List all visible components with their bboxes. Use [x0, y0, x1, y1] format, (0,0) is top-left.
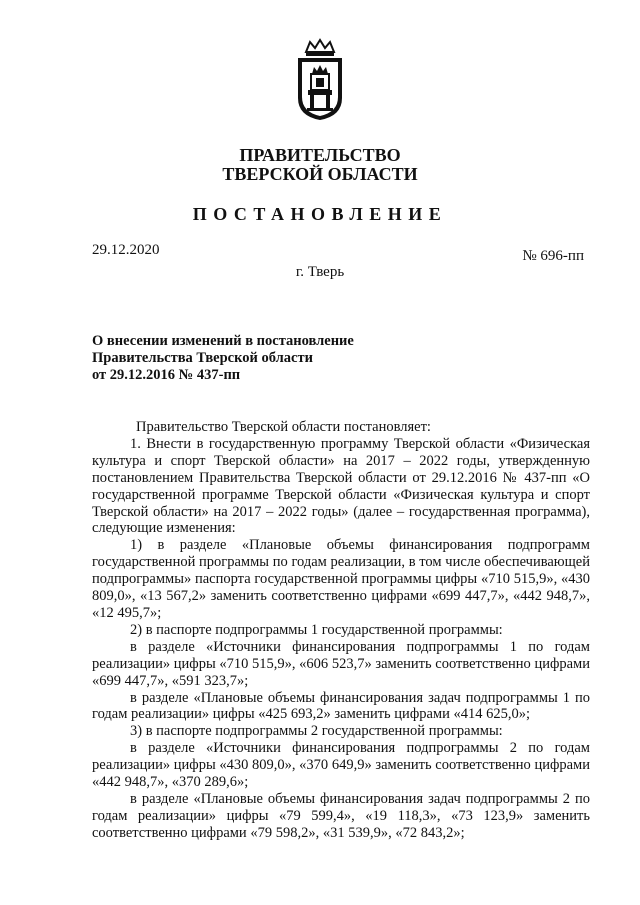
subject-line-1: О внесении изменений в постановление: [92, 333, 354, 349]
body-paragraph: 2) в паспорте подпрограммы 1 государственной программы:: [130, 621, 503, 638]
government-name-line-2: ТВЕРСКОЙ ОБЛАСТИ: [222, 164, 418, 184]
body-paragraph: в разделе «Источники финансирования подпрограммы 1 по годам реализации» цифры «710 515,9», «606 523,7» заменить соответственно цифрами «699 447,7», «591 323,7»;: [92, 638, 590, 689]
body-paragraph: в разделе «Плановые объемы финансирования задач подпрограммы 1 по годам реализации» цифры «425 693,2» заменить цифрами «414 625,0»;: [92, 689, 590, 723]
document-body: [92, 419, 590, 842]
document-number: № 696-пп: [522, 248, 584, 264]
government-name-line-1: ПРАВИТЕЛЬСТВО: [239, 145, 401, 165]
tver-coat-of-arms-icon: [294, 38, 346, 122]
document-date: 29.12.2020: [92, 242, 160, 258]
document-type: ПОСТАНОВЛЕНИЕ: [192, 204, 448, 224]
subject-line-2: Правительства Тверской области: [92, 350, 313, 366]
body-paragraph: 3) в паспорте подпрограммы 2 государственной программы:: [130, 723, 503, 740]
document-city: г. Тверь: [295, 264, 345, 280]
document-subject: [92, 333, 354, 384]
body-paragraph: в разделе «Источники финансирования подпрограммы 2 по годам реализации» цифры «430 809,0», «370 649,9» заменить соответственно цифрами «442 948,7», «370 289,6»;: [92, 740, 590, 791]
body-paragraph: Правительство Тверской области постановляет:: [136, 419, 431, 435]
body-paragraph: 1) в разделе «Плановые объемы финансирования подпрограмм государственной программы по годам реализации, в том числе обеспечивающей подпрограммы» паспорта государственной программы цифры «710 515,9», «430 809,0», «13 567,2» заменить соответственно цифрами «699 447,7», «442 948,7», «12 495,7»;: [92, 537, 590, 621]
subject-line-3: от 29.12.2016 № 437-пп: [92, 367, 241, 383]
body-paragraph: в разделе «Плановые объемы финансирования задач подпрограммы 2 по годам реализации» цифры «79 599,4», «19 118,3», «73 123,9» заменить соответственно цифрами «79 598,2», «31 539,9», «72 843,2»;: [92, 790, 590, 841]
body-paragraph: 1. Внести в государственную программу Тверской области «Физическая культура и спорт Тверской области» на 2017 – 2022 годы, утвержденную постановлением Правительства Тверской области от 29.12.2016 № 437-пп «О государственной программе Тверской области «Физическая культура и спорт Тверской области» на 2017 – 2022 годы» (далее – государственная программа), следующие изменения:: [92, 435, 590, 537]
